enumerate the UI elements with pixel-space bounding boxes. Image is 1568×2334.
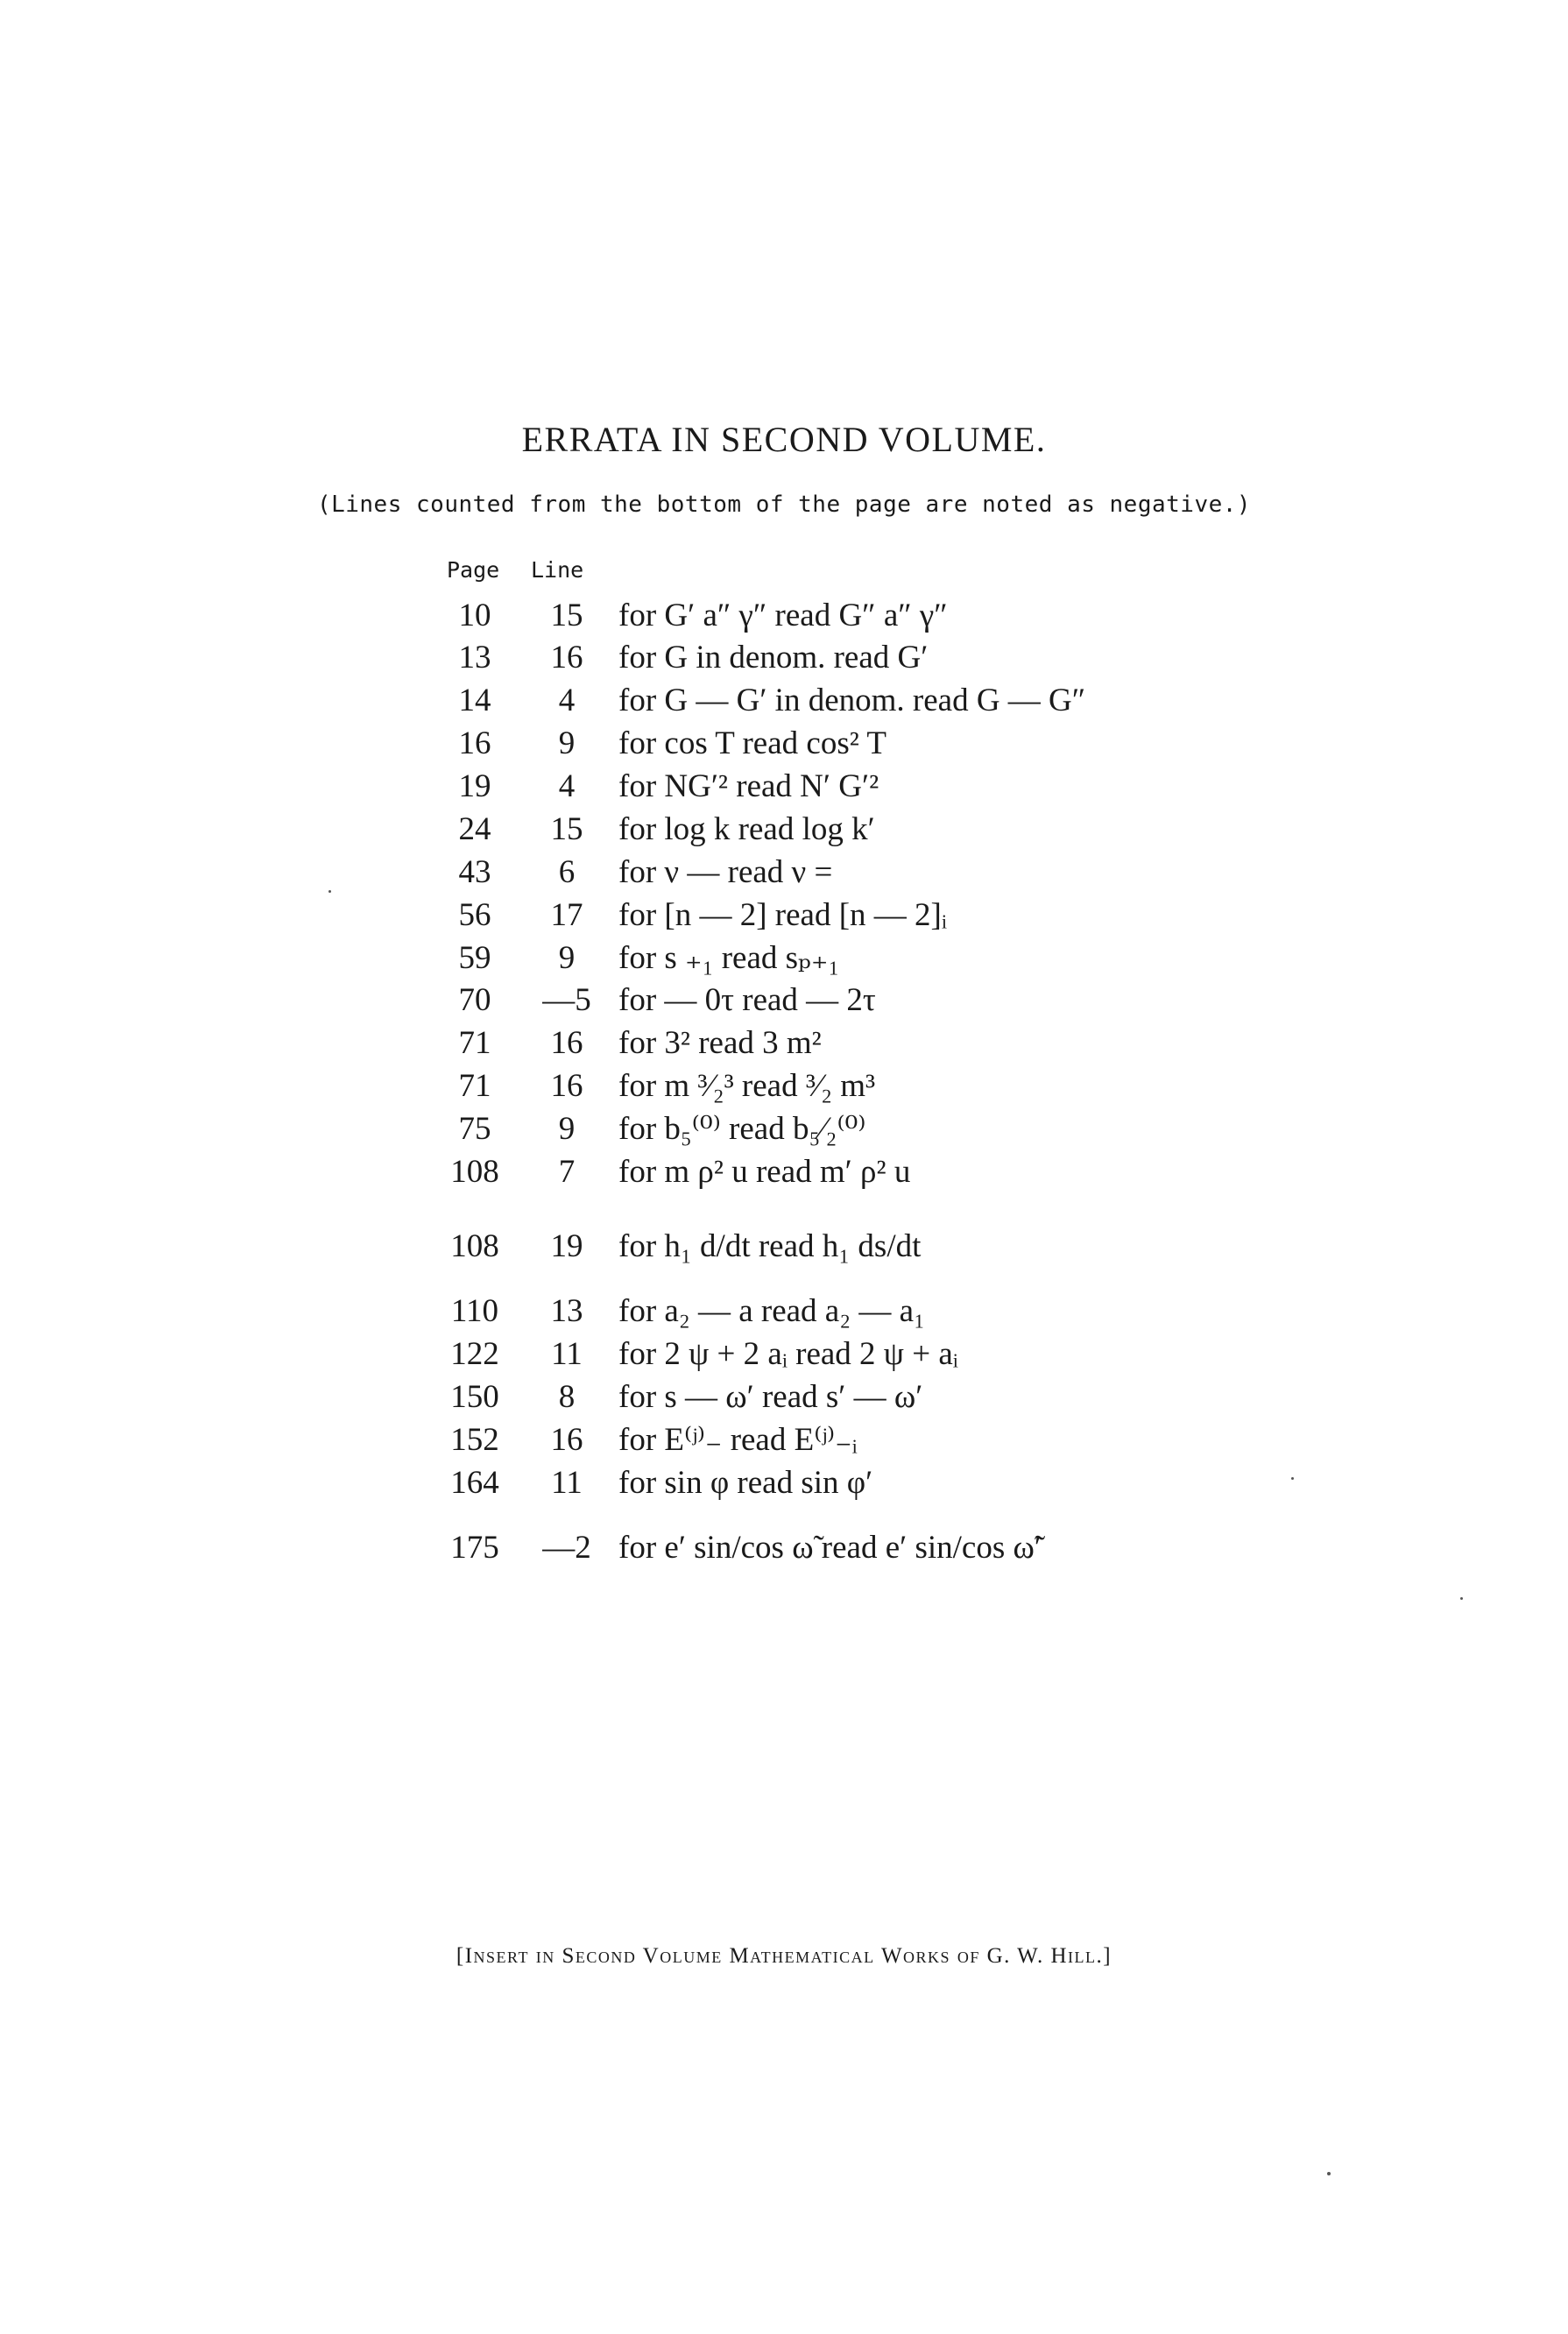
errata-row <box>0 722 1568 766</box>
errata-row <box>0 1509 1568 1588</box>
errata-page-number: 122 <box>450 1336 499 1372</box>
errata-line-number: 7 <box>558 1154 576 1190</box>
errata-correction: for E⁽ʲ⁾₋ read E⁽ʲ⁾₋ᵢ <box>618 1422 858 1458</box>
errata-row <box>0 1461 1568 1505</box>
errata-row <box>0 1290 1568 1333</box>
scan-speck <box>1327 2172 1331 2175</box>
errata-row <box>0 1376 1568 1419</box>
errata-line-number: 17 <box>550 897 583 933</box>
errata-line-number: 15 <box>550 811 583 847</box>
errata-page-number: 164 <box>450 1465 499 1501</box>
errata-correction: for cos T read cos² T <box>618 725 886 761</box>
errata-row <box>0 636 1568 680</box>
errata-line-number: 4 <box>558 683 576 718</box>
errata-correction: for [n — 2] read [n — 2]ᵢ <box>618 897 947 933</box>
errata-correction: for sin φ read sin φ′ <box>618 1465 873 1501</box>
errata-correction: for s ₊₁ read sₚ₊₁ <box>618 940 840 976</box>
errata-page-number: 24 <box>458 811 491 847</box>
errata-line-number: 16 <box>550 1068 583 1104</box>
errata-correction: for 3² read 3 m² <box>618 1025 822 1061</box>
errata-line-number: 15 <box>550 598 583 633</box>
errata-row <box>0 894 1568 937</box>
column-header-line: Line <box>531 557 584 583</box>
errata-line-number: 16 <box>550 640 583 675</box>
errata-row <box>0 1150 1568 1194</box>
errata-page-number: 108 <box>450 1228 499 1264</box>
errata-page-number: 75 <box>458 1111 491 1147</box>
errata-page-number: 10 <box>458 598 491 633</box>
errata-correction: for G in denom. read G′ <box>618 640 929 675</box>
errata-line-number: 19 <box>550 1228 583 1264</box>
errata-correction: for ν — read ν = <box>618 854 833 890</box>
errata-line-number: 11 <box>551 1336 583 1372</box>
errata-page-number: 150 <box>450 1379 499 1415</box>
errata-page-number: 152 <box>450 1422 499 1458</box>
errata-correction: for b₅⁽⁰⁾ read b₅⁄₂⁽⁰⁾ <box>618 1111 866 1147</box>
errata-line-number: —5 <box>542 982 591 1018</box>
errata-page-number: 14 <box>458 683 491 718</box>
errata-correction: for s — ω′ read s′ — ω′ <box>618 1379 923 1415</box>
errata-row <box>0 937 1568 980</box>
errata-row <box>0 1022 1568 1065</box>
errata-line-number: 9 <box>558 1111 576 1147</box>
errata-page-number: 13 <box>458 640 491 675</box>
errata-page-number: 110 <box>450 1293 499 1329</box>
errata-page-number: 175 <box>450 1530 499 1566</box>
errata-line-number: 4 <box>558 768 576 804</box>
errata-line-number: 9 <box>558 940 576 976</box>
page-title: ERRATA IN SECOND VOLUME. <box>521 420 1047 459</box>
page-subtitle: (Lines counted from the bottom of the page are noted as negative.) <box>316 492 1252 518</box>
footer-note: [Insert in Second Volume Mathematical Works of G. W. Hill.] <box>456 1944 1112 1968</box>
errata-line-number: 13 <box>550 1293 583 1329</box>
errata-row <box>0 979 1568 1022</box>
errata-row <box>0 594 1568 638</box>
errata-row <box>0 1333 1568 1376</box>
errata-page-number: 71 <box>458 1025 491 1061</box>
errata-page-number: 19 <box>458 768 491 804</box>
errata-row <box>0 1207 1568 1286</box>
scan-speck <box>328 890 331 893</box>
errata-line-number: 16 <box>550 1422 583 1458</box>
errata-page-number: 56 <box>458 897 491 933</box>
errata-page-number: 71 <box>458 1068 491 1104</box>
column-header-page: Page <box>447 557 500 583</box>
errata-row <box>0 851 1568 895</box>
errata-correction: for m ρ² u read m′ ρ² u <box>618 1154 911 1190</box>
errata-correction: for h₁ d/dt read h₁ ds/dt <box>618 1228 922 1264</box>
errata-correction: for e′ sin/cos ω̃ read e′ sin/cos ω̃′ <box>618 1530 1042 1566</box>
errata-page-number: 108 <box>450 1154 499 1190</box>
errata-page-number: 70 <box>458 982 491 1018</box>
errata-line-number: 9 <box>558 725 576 761</box>
errata-row <box>0 679 1568 723</box>
scan-speck <box>1291 1477 1294 1480</box>
errata-correction: for a₂ — a read a₂ — a₁ <box>618 1293 925 1329</box>
errata-correction: for NG′² read N′ G′² <box>618 768 879 804</box>
errata-correction: for log k read log k′ <box>618 811 875 847</box>
errata-page-number: 59 <box>458 940 491 976</box>
errata-correction: for G′ a″ γ″ read G″ a″ γ″ <box>618 598 948 633</box>
errata-correction: for m ³⁄₂³ read ³⁄₂ m³ <box>618 1068 876 1104</box>
errata-row <box>0 808 1568 852</box>
errata-correction: for — 0τ read — 2τ <box>618 982 876 1018</box>
errata-row <box>0 765 1568 809</box>
errata-row <box>0 1064 1568 1108</box>
errata-line-number: 6 <box>558 854 576 890</box>
errata-correction: for 2 ψ + 2 aᵢ read 2 ψ + aᵢ <box>618 1336 958 1372</box>
errata-row <box>0 1107 1568 1151</box>
errata-page-number: 43 <box>458 854 491 890</box>
errata-line-number: 11 <box>551 1465 583 1501</box>
errata-page-number: 16 <box>458 725 491 761</box>
errata-line-number: —2 <box>542 1530 591 1566</box>
errata-line-number: 8 <box>558 1379 576 1415</box>
errata-row <box>0 1418 1568 1462</box>
errata-line-number: 16 <box>550 1025 583 1061</box>
scan-speck <box>1460 1597 1463 1600</box>
errata-correction: for G — G′ in denom. read G — G″ <box>618 683 1086 718</box>
